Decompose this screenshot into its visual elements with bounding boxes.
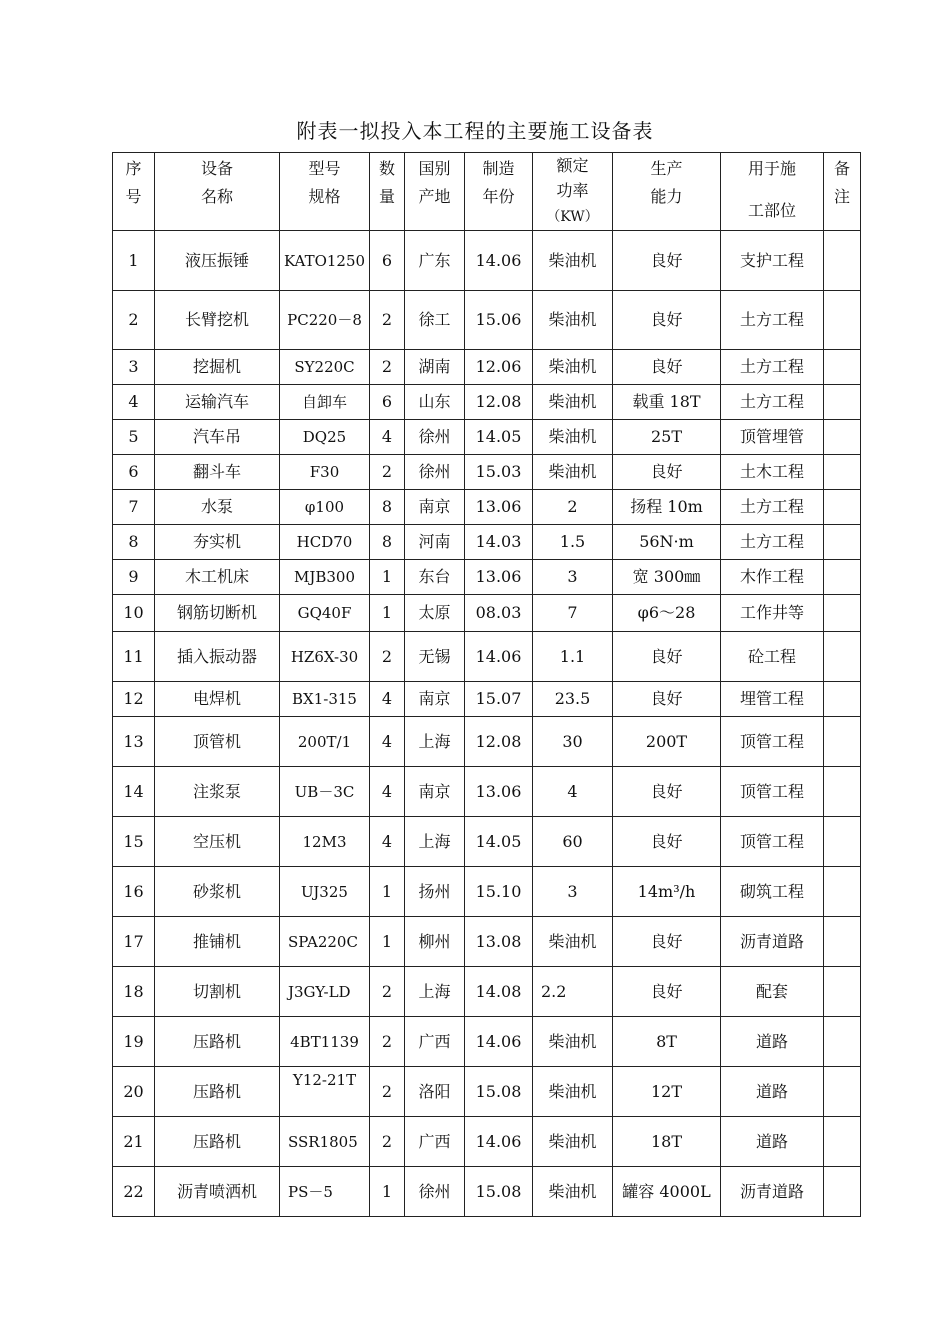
cell-model: Y12-21T <box>280 1067 370 1117</box>
cell-year: 14.06 <box>465 231 533 291</box>
header-name: 设备 名称 <box>155 153 280 231</box>
cell-model: UB－3C <box>280 767 370 817</box>
cell-origin: 无锡 <box>405 632 465 682</box>
cell-power: 23.5 <box>533 682 613 717</box>
cell-capacity: 56N·m <box>613 525 721 560</box>
cell-power: 7 <box>533 595 613 632</box>
cell-seq: 17 <box>113 917 155 967</box>
cell-power: 柴油机 <box>533 1167 613 1217</box>
cell-usage: 顶管工程 <box>721 817 824 867</box>
cell-origin: 洛阳 <box>405 1067 465 1117</box>
cell-year: 15.03 <box>465 455 533 490</box>
cell-model: F30 <box>280 455 370 490</box>
cell-year: 14.05 <box>465 420 533 455</box>
cell-capacity: 良好 <box>613 817 721 867</box>
cell-remark <box>824 632 861 682</box>
cell-power: 60 <box>533 817 613 867</box>
cell-model: GQ40F <box>280 595 370 632</box>
cell-name: 砂浆机 <box>155 867 280 917</box>
cell-capacity: 8T <box>613 1017 721 1067</box>
cell-model: HCD70 <box>280 525 370 560</box>
cell-model: HZ6X-30 <box>280 632 370 682</box>
cell-model: BX1-315 <box>280 682 370 717</box>
table-row <box>113 595 861 632</box>
cell-name: 钢筋切断机 <box>155 595 280 632</box>
header-model: 型号 规格 <box>280 153 370 231</box>
cell-power: 柴油机 <box>533 1017 613 1067</box>
cell-capacity: 扬程 10m <box>613 490 721 525</box>
table-row <box>113 682 861 717</box>
cell-model: SSR1805 <box>280 1117 370 1167</box>
cell-power: 柴油机 <box>533 350 613 385</box>
cell-origin: 上海 <box>405 967 465 1017</box>
cell-name: 长臂挖机 <box>155 291 280 350</box>
cell-name: 挖掘机 <box>155 350 280 385</box>
table-row <box>113 717 861 767</box>
header-qty: 数 量 <box>370 153 405 231</box>
cell-year: 14.06 <box>465 632 533 682</box>
cell-year: 15.10 <box>465 867 533 917</box>
cell-usage: 顶管工程 <box>721 767 824 817</box>
cell-power: 3 <box>533 560 613 595</box>
cell-seq: 10 <box>113 595 155 632</box>
cell-seq: 12 <box>113 682 155 717</box>
cell-year: 13.06 <box>465 560 533 595</box>
header-remark: 备 注 <box>824 153 861 231</box>
table-row <box>113 490 861 525</box>
cell-seq: 22 <box>113 1167 155 1217</box>
cell-origin: 南京 <box>405 490 465 525</box>
cell-seq: 2 <box>113 291 155 350</box>
cell-capacity: 12T <box>613 1067 721 1117</box>
table-row <box>113 632 861 682</box>
cell-name: 压路机 <box>155 1117 280 1167</box>
cell-model: UJ325 <box>280 867 370 917</box>
cell-remark <box>824 560 861 595</box>
cell-model: φ100 <box>280 490 370 525</box>
cell-model: PC220－8 <box>280 291 370 350</box>
cell-origin: 上海 <box>405 817 465 867</box>
cell-qty: 2 <box>370 967 405 1017</box>
cell-remark <box>824 1067 861 1117</box>
cell-seq: 14 <box>113 767 155 817</box>
cell-usage: 配套 <box>721 967 824 1017</box>
cell-usage: 土方工程 <box>721 291 824 350</box>
cell-qty: 6 <box>370 385 405 420</box>
cell-capacity: 良好 <box>613 682 721 717</box>
cell-origin: 湖南 <box>405 350 465 385</box>
cell-usage: 土方工程 <box>721 385 824 420</box>
cell-remark <box>824 595 861 632</box>
cell-capacity: 良好 <box>613 455 721 490</box>
cell-qty: 1 <box>370 1167 405 1217</box>
cell-capacity: 良好 <box>613 632 721 682</box>
cell-power: 30 <box>533 717 613 767</box>
cell-qty: 4 <box>370 767 405 817</box>
cell-year: 14.03 <box>465 525 533 560</box>
cell-capacity: 18T <box>613 1117 721 1167</box>
cell-name: 顶管机 <box>155 717 280 767</box>
cell-power: 2 <box>533 490 613 525</box>
cell-name: 插入振动器 <box>155 632 280 682</box>
cell-usage: 沥青道路 <box>721 1167 824 1217</box>
cell-name: 电焊机 <box>155 682 280 717</box>
cell-name: 沥青喷洒机 <box>155 1167 280 1217</box>
cell-name: 空压机 <box>155 817 280 867</box>
table-row <box>113 1067 861 1117</box>
cell-usage: 埋管工程 <box>721 682 824 717</box>
cell-qty: 4 <box>370 682 405 717</box>
cell-qty: 1 <box>370 595 405 632</box>
cell-remark <box>824 385 861 420</box>
cell-qty: 4 <box>370 817 405 867</box>
cell-power: 柴油机 <box>533 455 613 490</box>
cell-usage: 顶管工程 <box>721 717 824 767</box>
cell-remark <box>824 490 861 525</box>
cell-power: 柴油机 <box>533 917 613 967</box>
cell-capacity: 良好 <box>613 967 721 1017</box>
cell-seq: 4 <box>113 385 155 420</box>
cell-model: SPA220C <box>280 917 370 967</box>
cell-year: 14.06 <box>465 1117 533 1167</box>
cell-power: 2.2 <box>533 967 613 1017</box>
cell-remark <box>824 867 861 917</box>
cell-year: 14.06 <box>465 1017 533 1067</box>
cell-origin: 广西 <box>405 1017 465 1067</box>
cell-usage: 砌筑工程 <box>721 867 824 917</box>
cell-remark <box>824 350 861 385</box>
cell-year: 13.06 <box>465 490 533 525</box>
cell-name: 运输汽车 <box>155 385 280 420</box>
cell-model: 自卸车 <box>280 385 370 420</box>
cell-origin: 柳州 <box>405 917 465 967</box>
cell-seq: 5 <box>113 420 155 455</box>
cell-origin: 徐州 <box>405 1167 465 1217</box>
cell-year: 14.05 <box>465 817 533 867</box>
cell-remark <box>824 817 861 867</box>
cell-seq: 21 <box>113 1117 155 1167</box>
cell-name: 推铺机 <box>155 917 280 967</box>
cell-seq: 19 <box>113 1017 155 1067</box>
cell-usage: 土方工程 <box>721 350 824 385</box>
cell-year: 12.08 <box>465 717 533 767</box>
cell-qty: 2 <box>370 1117 405 1167</box>
cell-usage: 道路 <box>721 1017 824 1067</box>
cell-origin: 上海 <box>405 717 465 767</box>
cell-origin: 南京 <box>405 682 465 717</box>
cell-name: 切割机 <box>155 967 280 1017</box>
cell-year: 15.07 <box>465 682 533 717</box>
cell-year: 15.08 <box>465 1067 533 1117</box>
cell-seq: 20 <box>113 1067 155 1117</box>
cell-usage: 砼工程 <box>721 632 824 682</box>
cell-model: 200T/1 <box>280 717 370 767</box>
cell-model: SY220C <box>280 350 370 385</box>
table-row <box>113 420 861 455</box>
cell-power: 柴油机 <box>533 1117 613 1167</box>
cell-capacity: φ6～28 <box>613 595 721 632</box>
cell-year: 12.06 <box>465 350 533 385</box>
cell-name: 木工机床 <box>155 560 280 595</box>
cell-capacity: 良好 <box>613 291 721 350</box>
cell-seq: 16 <box>113 867 155 917</box>
cell-name: 汽车吊 <box>155 420 280 455</box>
cell-power: 3 <box>533 867 613 917</box>
table-row <box>113 867 861 917</box>
cell-year: 08.03 <box>465 595 533 632</box>
cell-seq: 15 <box>113 817 155 867</box>
table-row <box>113 967 861 1017</box>
cell-remark <box>824 1017 861 1067</box>
cell-name: 压路机 <box>155 1017 280 1067</box>
cell-seq: 6 <box>113 455 155 490</box>
table-row <box>113 385 861 420</box>
cell-origin: 山东 <box>405 385 465 420</box>
cell-capacity: 良好 <box>613 350 721 385</box>
cell-power: 柴油机 <box>533 385 613 420</box>
cell-usage: 土方工程 <box>721 490 824 525</box>
cell-usage: 支护工程 <box>721 231 824 291</box>
cell-seq: 3 <box>113 350 155 385</box>
cell-model: DQ25 <box>280 420 370 455</box>
cell-remark <box>824 420 861 455</box>
cell-origin: 徐州 <box>405 420 465 455</box>
cell-remark <box>824 1117 861 1167</box>
cell-origin: 东台 <box>405 560 465 595</box>
cell-usage: 道路 <box>721 1117 824 1167</box>
cell-remark <box>824 967 861 1017</box>
header-year: 制造 年份 <box>465 153 533 231</box>
cell-qty: 2 <box>370 632 405 682</box>
cell-year: 15.08 <box>465 1167 533 1217</box>
cell-capacity: 良好 <box>613 767 721 817</box>
table-row <box>113 1167 861 1217</box>
cell-origin: 扬州 <box>405 867 465 917</box>
header-usage: 用于施 工部位 <box>721 153 824 231</box>
cell-qty: 2 <box>370 291 405 350</box>
cell-remark <box>824 717 861 767</box>
cell-remark <box>824 767 861 817</box>
equipment-table <box>112 152 861 1217</box>
cell-usage: 顶管埋管 <box>721 420 824 455</box>
cell-remark <box>824 917 861 967</box>
cell-seq: 8 <box>113 525 155 560</box>
cell-seq: 1 <box>113 231 155 291</box>
cell-usage: 土方工程 <box>721 525 824 560</box>
cell-origin: 南京 <box>405 767 465 817</box>
cell-year: 12.08 <box>465 385 533 420</box>
cell-name: 翻斗车 <box>155 455 280 490</box>
cell-seq: 11 <box>113 632 155 682</box>
table-row <box>113 1017 861 1067</box>
cell-origin: 广东 <box>405 231 465 291</box>
cell-remark <box>824 291 861 350</box>
cell-seq: 7 <box>113 490 155 525</box>
cell-power: 1.5 <box>533 525 613 560</box>
cell-year: 15.06 <box>465 291 533 350</box>
cell-qty: 2 <box>370 1017 405 1067</box>
table-row <box>113 1117 861 1167</box>
cell-qty: 8 <box>370 525 405 560</box>
cell-power: 柴油机 <box>533 231 613 291</box>
cell-qty: 2 <box>370 350 405 385</box>
cell-qty: 8 <box>370 490 405 525</box>
cell-origin: 徐州 <box>405 455 465 490</box>
cell-power: 4 <box>533 767 613 817</box>
cell-seq: 18 <box>113 967 155 1017</box>
cell-model: KATO1250 <box>280 231 370 291</box>
page-title: 附表一拟投入本工程的主要施工设备表 <box>296 119 654 143</box>
cell-usage: 道路 <box>721 1067 824 1117</box>
cell-capacity: 25T <box>613 420 721 455</box>
cell-usage: 土木工程 <box>721 455 824 490</box>
cell-qty: 2 <box>370 1067 405 1117</box>
cell-remark <box>824 1167 861 1217</box>
cell-origin: 广西 <box>405 1117 465 1167</box>
cell-seq: 13 <box>113 717 155 767</box>
table-row <box>113 817 861 867</box>
cell-power: 柴油机 <box>533 291 613 350</box>
header-origin: 国别 产地 <box>405 153 465 231</box>
cell-capacity: 200T <box>613 717 721 767</box>
cell-remark <box>824 455 861 490</box>
cell-usage: 工作井等 <box>721 595 824 632</box>
cell-power: 柴油机 <box>533 420 613 455</box>
cell-model: 12M3 <box>280 817 370 867</box>
header-seq: 序 号 <box>113 153 155 231</box>
cell-year: 13.08 <box>465 917 533 967</box>
header-power: 额定 功率 （KW） <box>533 153 613 231</box>
cell-name: 注浆泵 <box>155 767 280 817</box>
cell-model: PS－5 <box>280 1167 370 1217</box>
cell-remark <box>824 682 861 717</box>
cell-usage: 沥青道路 <box>721 917 824 967</box>
cell-remark <box>824 231 861 291</box>
cell-qty: 1 <box>370 560 405 595</box>
cell-power: 柴油机 <box>533 1067 613 1117</box>
cell-name: 液压振锤 <box>155 231 280 291</box>
cell-qty: 1 <box>370 917 405 967</box>
table-row <box>113 767 861 817</box>
cell-model: 4BT1139 <box>280 1017 370 1067</box>
cell-remark <box>824 525 861 560</box>
cell-capacity: 宽 300㎜ <box>613 560 721 595</box>
cell-name: 夯实机 <box>155 525 280 560</box>
table-header-row <box>113 153 861 231</box>
cell-origin: 太原 <box>405 595 465 632</box>
table-row <box>113 231 861 291</box>
cell-capacity: 罐容 4000L <box>613 1167 721 1217</box>
cell-model: J3GY-LD <box>280 967 370 1017</box>
cell-capacity: 14m³/h <box>613 867 721 917</box>
table-row <box>113 350 861 385</box>
cell-year: 14.08 <box>465 967 533 1017</box>
cell-qty: 4 <box>370 420 405 455</box>
cell-name: 水泵 <box>155 490 280 525</box>
cell-year: 13.06 <box>465 767 533 817</box>
cell-capacity: 良好 <box>613 231 721 291</box>
table-row <box>113 560 861 595</box>
cell-qty: 4 <box>370 717 405 767</box>
cell-model: MJB300 <box>280 560 370 595</box>
table-row <box>113 455 861 490</box>
cell-origin: 徐工 <box>405 291 465 350</box>
table-row <box>113 291 861 350</box>
cell-seq: 9 <box>113 560 155 595</box>
cell-power: 1.1 <box>533 632 613 682</box>
cell-qty: 2 <box>370 455 405 490</box>
cell-origin: 河南 <box>405 525 465 560</box>
cell-capacity: 良好 <box>613 917 721 967</box>
cell-qty: 6 <box>370 231 405 291</box>
cell-name: 压路机 <box>155 1067 280 1117</box>
header-capacity: 生产 能力 <box>613 153 721 231</box>
table-row <box>113 917 861 967</box>
table-row <box>113 525 861 560</box>
cell-capacity: 载重 18T <box>613 385 721 420</box>
cell-qty: 1 <box>370 867 405 917</box>
cell-usage: 木作工程 <box>721 560 824 595</box>
